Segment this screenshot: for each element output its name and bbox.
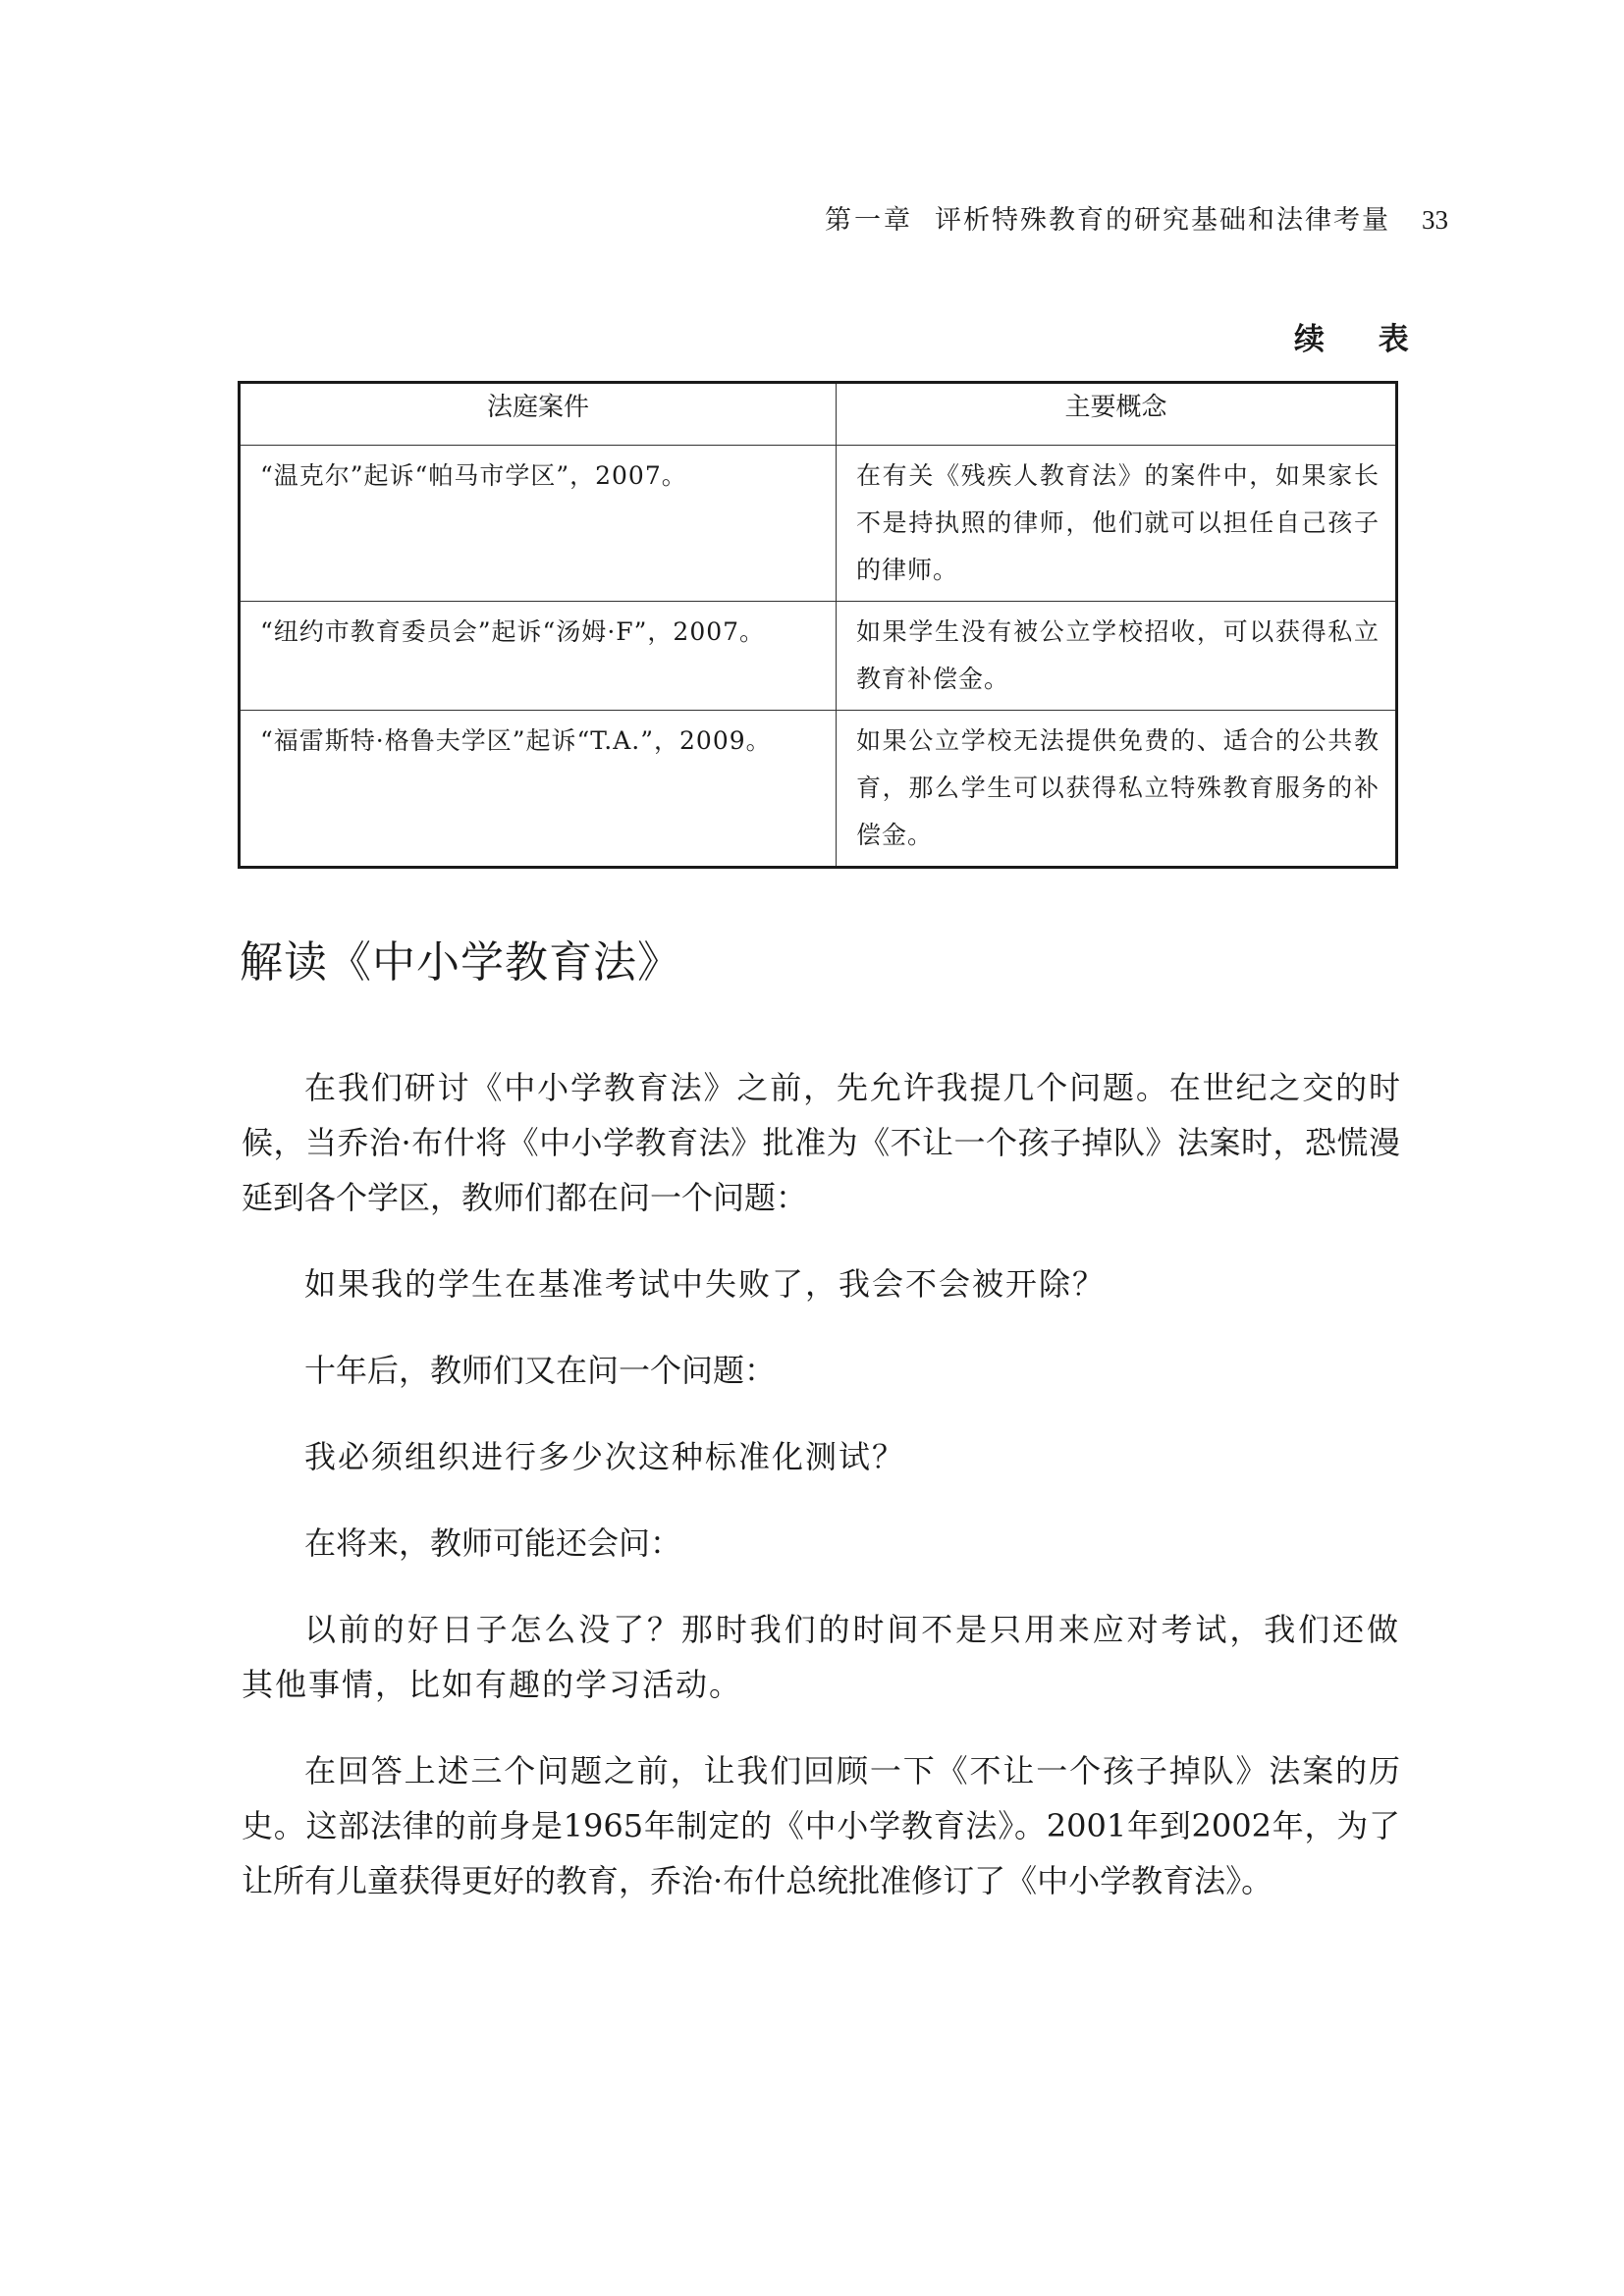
chapter-label: 第一章 xyxy=(825,205,913,236)
body-text xyxy=(242,1060,1400,1940)
table-row xyxy=(240,602,1397,711)
table-caption: 续 表 xyxy=(1294,322,1431,357)
paragraph: 在将来，教师可能还会问： xyxy=(304,1524,682,1562)
section-heading: 解读《中小学教育法》 xyxy=(240,937,681,988)
column-header-case: 法庭案件 xyxy=(240,383,837,446)
quoted-question: 以前的好日子怎么没了？那时我们的时间不是只用来应对考试，我们还做其他事情，比如有趣的学习活动。 xyxy=(242,1611,1400,1703)
quoted-question: 如果我的学生在基准考试中失败了，我会不会被开除？ xyxy=(304,1265,1107,1303)
column-header-concept: 主要概念 xyxy=(837,383,1397,446)
running-head xyxy=(825,198,1453,237)
table-row xyxy=(240,446,1397,602)
quoted-question: 我必须组织进行多少次这种标准化测试？ xyxy=(304,1438,906,1475)
case-cell: “温克尔”起诉“帕马市学区”，2007。 xyxy=(240,446,837,602)
chapter-title: 评析特殊教育的研究基础和法律考量 xyxy=(935,205,1390,236)
concept-cell: 如果公立学校无法提供免费的、适合的公共教育，那么学生可以获得私立特殊教育服务的补偿金。 xyxy=(837,711,1397,868)
court-cases-table xyxy=(238,381,1398,869)
table-header-row xyxy=(240,383,1397,446)
concept-cell: 如果学生没有被公立学校招收，可以获得私立教育补偿金。 xyxy=(837,602,1397,711)
table-row xyxy=(240,711,1397,868)
case-cell: “纽约市教育委员会”起诉“汤姆·F”，2007。 xyxy=(240,602,837,711)
case-cell: “福雷斯特·格鲁夫学区”起诉“T.A.”，2009。 xyxy=(240,711,837,868)
paragraph: 在我们研讨《中小学教育法》之前，先允许我提几个问题。在世纪之交的时候，当乔治·布什将《中小学教育法》批准为《不让一个孩子掉队》法案时，恐慌漫延到各个学区，教师们都在问一个问题： xyxy=(242,1069,1400,1216)
paragraph: 在回答上述三个问题之前，让我们回顾一下《不让一个孩子掉队》法案的历史。这部法律的前身是1965年制定的《中小学教育法》。2001年到2002年，为了让所有儿童获得更好的教育，乔治·布什总统批准修订了《中小学教育法》。 xyxy=(242,1752,1400,1899)
concept-cell: 在有关《残疾人教育法》的案件中，如果家长不是持执照的律师，他们就可以担任自己孩子的律师。 xyxy=(837,446,1397,602)
paragraph: 十年后，教师们又在问一个问题： xyxy=(304,1352,777,1389)
page-number: 33 xyxy=(1422,205,1448,235)
